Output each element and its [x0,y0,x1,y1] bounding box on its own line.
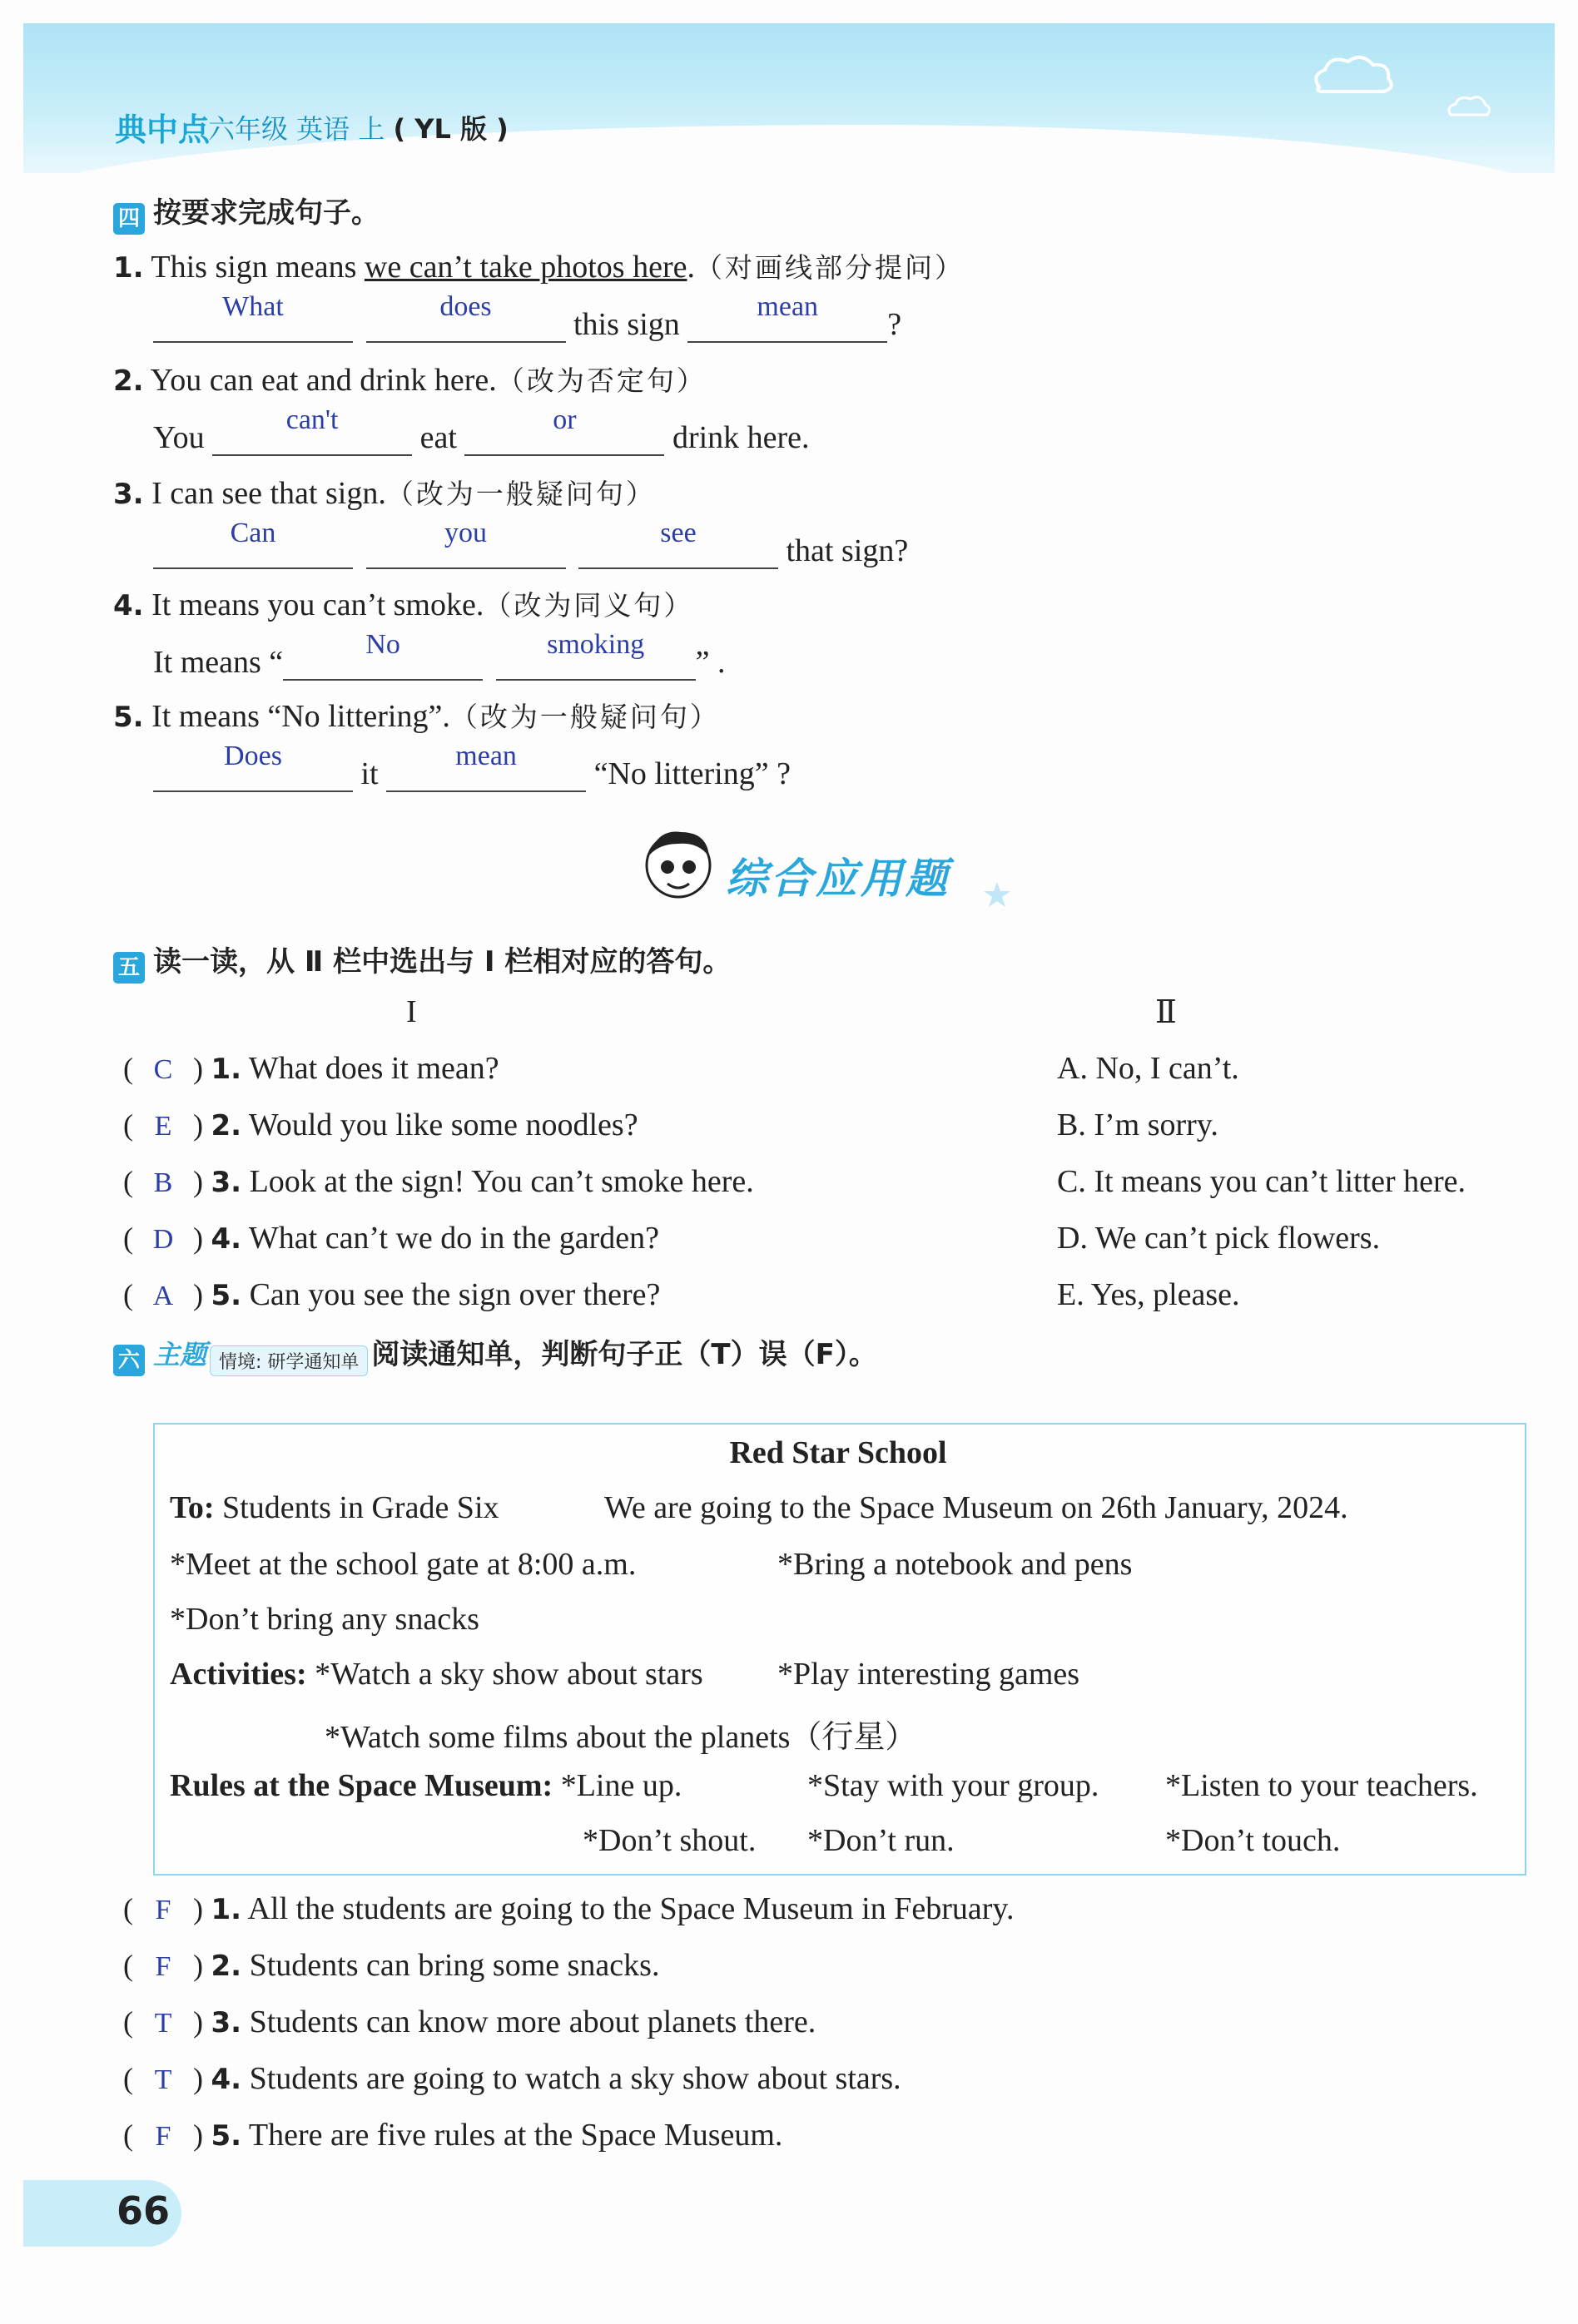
notice-to-label: To: [170,1490,215,1525]
answer-text: ? [887,307,902,342]
q-text: This sign means [151,250,365,285]
q-number: 4. [211,1222,242,1256]
q-text: Would you like some noodles? [248,1107,638,1142]
q-text: It means “No littering”. [151,699,450,734]
answer-blank[interactable]: does [366,303,566,343]
answer-blank[interactable]: No [283,641,483,681]
notice-to-line [170,1489,499,1526]
q-text: There are five rules at the Space Museum. [248,2118,783,2153]
q-text: Can you see the sign over there? [249,1277,661,1312]
answer-letter[interactable]: A [152,1281,174,1311]
section4-badge: 四 [113,203,145,235]
answer-tf[interactable]: F [155,2121,171,2152]
q-number: 4. [211,2063,242,2096]
notice-rule: *Listen to your teachers. [1165,1768,1478,1803]
q-text: Students can bring some snacks. [249,1948,660,1983]
answer-text: It means “ [153,645,284,680]
section4-title: 按要求完成句子。 [153,196,380,230]
q-text: Look at the sign! You can’t smoke here. [249,1164,754,1199]
answer-blank[interactable]: you [366,529,566,569]
notice-activity: *Play interesting games [777,1657,1080,1692]
q-number: 5. [211,1279,242,1312]
q-instruction: （改为一般疑问句） [449,701,720,733]
q-text: What does it mean? [248,1051,499,1086]
notice-activity: *Watch some films about the planets（行星） [325,1720,917,1755]
header-title [208,108,509,146]
answer-text: ” . [695,645,726,680]
answer-blank[interactable]: see [578,529,778,569]
q-instruction: （改为同义句） [484,589,694,622]
s5-item-row: ( A ) 5. Can you see the sign over there? [123,1277,661,1312]
q-instruction: （对画线部分提问） [694,251,965,284]
section6-heading [113,1331,877,1376]
section5-title: 读一读，从 Ⅱ 栏中选出与 Ⅰ 栏相对应的答句。 [153,945,732,979]
notice-rule: *Stay with your group. [807,1768,1099,1803]
q-number: 1. [211,1893,242,1926]
notice-bring: *Bring a notebook and pens [777,1547,1133,1582]
answer-blank[interactable]: What [153,303,353,343]
s4-q3-answer-line [153,518,909,569]
q-number: 5. [113,701,144,734]
header-subject: 六年级 英语 上 [208,113,385,145]
answer-text: it [360,756,379,791]
s5-option: D. We can’t pick flowers. [1057,1221,1381,1256]
notice-rule: *Line up. [560,1768,682,1803]
q-number: 4. [113,589,144,622]
column-heading-i: I [406,994,417,1029]
banner-title: 综合应用题 [726,855,950,903]
answer-letter[interactable]: E [154,1111,172,1142]
s5-item-row: ( C ) 1. What does it mean? [123,1051,499,1086]
answer-letter[interactable]: D [152,1224,174,1255]
answer-blank[interactable]: can't [212,416,412,456]
page-number: 66 [117,2188,171,2233]
q-text: It means you can’t smoke. [151,587,484,622]
q-number: 2. [211,1109,242,1142]
logo-text: 典中点 [115,111,211,148]
header-logo [115,104,210,150]
q-text: Students are going to watch a sky show about stars. [249,2061,901,2096]
q-text: All the students are going to the Space Museum in February. [247,1891,1015,1926]
s4-q5 [113,696,720,735]
s6-item-row: ( T ) 3. Students can know more about planets there. [123,2004,816,2039]
q-number: 3. [211,1166,242,1199]
answer-letter[interactable]: B [153,1167,173,1198]
s4-q1-answer-line [153,291,902,343]
column-heading-ii: Ⅱ [1155,995,1177,1030]
answer-text: that sign? [786,533,909,568]
topic-tag: 情境: 研学通知单 [210,1345,368,1376]
q-instruction: （改为否定句） [496,364,707,397]
section5-badge: 五 [113,952,145,984]
q-number: 1. [113,251,144,285]
s4-q4 [113,584,693,623]
s6-item-row: ( T ) 4. Students are going to watch a sky show about stars. [123,2061,901,2096]
notice-rules-label: Rules at the Space Museum: [170,1768,553,1803]
q-number: 3. [211,2006,242,2039]
s6-item-row: ( F ) 2. Students can bring some snacks. [123,1948,660,1983]
notice-snacks: *Don’t bring any snacks [170,1602,479,1637]
section6-badge: 六 [113,1345,145,1376]
s6-item-row: ( F ) 5. There are five rules at the Space Museum. [123,2118,783,2153]
answer-blank[interactable]: mean [687,303,887,343]
q-number: 2. [113,364,144,398]
s6-item-row: ( F ) 1. All the students are going to the Space Museum in February. [123,1891,1015,1926]
answer-text: “No littering” ? [593,756,791,791]
cartoon-boy-icon [633,824,724,915]
section5-heading [113,939,731,984]
notice-meet: *Meet at the school gate at 8:00 a.m. [170,1547,637,1582]
answer-text: drink here. [672,420,810,455]
q-number: 3. [113,478,144,511]
q-number: 5. [211,2119,242,2153]
q-text: You can eat and drink here. [150,363,497,398]
cloud-icon [1307,50,1398,100]
s4-q3 [113,473,656,512]
answer-blank[interactable]: mean [386,752,586,792]
topic-label: 主题 [153,1339,207,1370]
s4-q1 [113,246,965,285]
q-text: What can’t we do in the garden? [248,1221,659,1256]
answer-tf[interactable]: T [154,2008,172,2039]
s4-q5-answer-line [153,741,791,792]
cloud-small-icon [1444,92,1494,121]
notice-activity: *Watch a sky show about stars [315,1657,703,1692]
notice-trip: We are going to the Space Museum on 26th January, 2024. [604,1490,1348,1525]
q-instruction: （改为一般疑问句） [385,478,656,510]
answer-blank[interactable]: smoking [496,641,696,681]
notice-activities-line [170,1656,703,1692]
s5-item-row: ( D ) 4. What can’t we do in the garden? [123,1221,659,1256]
section4-heading [113,190,380,235]
notice-rule: *Don’t touch. [1165,1823,1341,1858]
answer-text: You [153,420,205,455]
answer-blank[interactable]: Does [153,752,353,792]
answer-tf[interactable]: F [155,1951,171,1982]
s5-option: B. I’m sorry. [1057,1107,1218,1142]
header-edition: ( YL 版 ) [393,113,509,145]
q-text: I can see that sign. [151,476,386,511]
answer-text: this sign [573,307,680,342]
notice-rules-line [170,1767,682,1804]
s5-item-row: ( E ) 2. Would you like some noodles? [123,1107,638,1142]
answer-letter[interactable]: C [153,1054,173,1085]
notice-rule: *Don’t run. [807,1823,955,1858]
answer-tf[interactable]: F [155,1895,171,1925]
answer-blank[interactable]: or [464,416,664,456]
star-icon [982,880,1012,910]
q-end: . [687,250,695,285]
q-underlined: we can’t take photos here [364,250,687,285]
s5-option: C. It means you can’t litter here. [1057,1164,1466,1199]
s4-q2-answer-line [153,404,810,456]
notice-school: Red Star School [729,1435,947,1470]
q-number: 1. [211,1053,242,1086]
notice-rule: *Don’t shout. [583,1823,757,1858]
q-text: Students can know more about planets there. [249,2004,816,2039]
q-number: 2. [211,1950,242,1983]
answer-tf[interactable]: T [154,2064,172,2095]
s5-item-row: ( B ) 3. Look at the sign! You can’t smoke here. [123,1164,754,1199]
s4-q2 [113,359,707,399]
s5-option: A. No, I can’t. [1057,1051,1239,1086]
section6-title: 阅读通知单，判断句子正（T）误（F）。 [371,1338,877,1371]
s5-option: E. Yes, please. [1057,1277,1240,1312]
s4-q4-answer-line [153,629,726,681]
answer-blank[interactable]: Can [153,529,353,569]
answer-text: eat [419,420,457,455]
notice-to: Students in Grade Six [222,1490,499,1525]
notice-activities-label: Activities: [170,1657,307,1692]
